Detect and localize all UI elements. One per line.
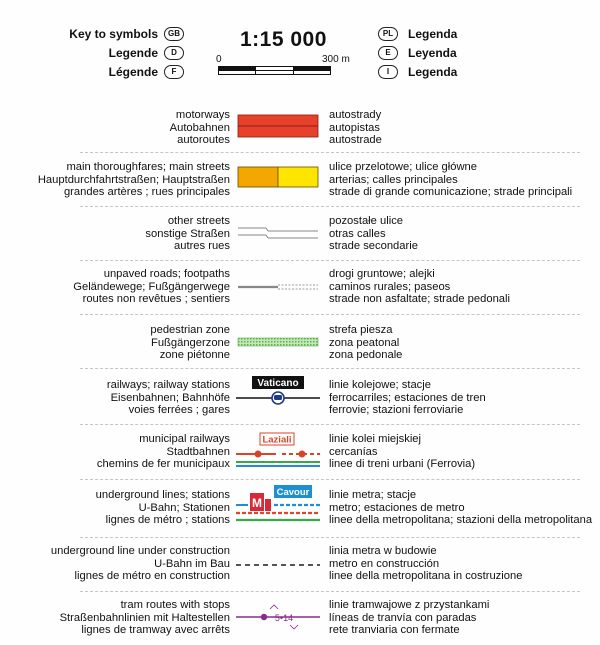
label-pl: linie tramwajowe z przystankami bbox=[329, 599, 490, 611]
label-fr: autoroutes bbox=[177, 134, 230, 147]
label-en: unpaved roads; footpaths bbox=[103, 268, 230, 280]
label-es: metro en construcción bbox=[329, 557, 440, 570]
scale-end-label: 300 m bbox=[322, 54, 350, 65]
header-right-label-pl: Legenda bbox=[408, 27, 458, 41]
tram-route-numbers: 5•14 bbox=[274, 613, 294, 623]
unpaved-road-symbol bbox=[238, 281, 318, 293]
label-pl: linie kolejowe; stacje bbox=[329, 379, 431, 391]
label-en: pedestrian zone bbox=[150, 324, 230, 336]
language-badge-gb: GB bbox=[164, 27, 184, 41]
railway-symbol bbox=[236, 376, 320, 410]
header-left-label-fr: Légende bbox=[108, 65, 158, 79]
label-it: strade secondarie bbox=[329, 240, 418, 253]
label-en: main thoroughfares; main streets bbox=[66, 161, 230, 173]
language-badge-f: F bbox=[164, 65, 184, 79]
label-en: underground lines; stations bbox=[95, 489, 230, 501]
label-es: caminos rurales; paseos bbox=[329, 280, 451, 293]
label-de: Autobahnen bbox=[169, 121, 230, 134]
underground-symbol bbox=[236, 485, 320, 525]
municipal-railways-labels-left bbox=[97, 433, 230, 471]
label-it: linee di treni urbani (Ferrovia) bbox=[329, 458, 476, 471]
section-divider bbox=[80, 479, 580, 480]
underground-station-label: Cavour bbox=[276, 487, 310, 498]
label-en: underground line under construction bbox=[50, 545, 230, 557]
scale-start-label: 0 bbox=[216, 54, 222, 65]
label-es: líneas de tranvía con paradas bbox=[329, 611, 477, 624]
section-divider bbox=[80, 152, 580, 153]
municipal-station-icon bbox=[255, 451, 262, 458]
header-right-label-it: Legenda bbox=[408, 65, 458, 79]
railways-labels-right bbox=[329, 379, 486, 417]
label-en: railways; railway stations bbox=[106, 379, 230, 391]
tram-stop-icon bbox=[261, 614, 267, 620]
main-street-symbol bbox=[238, 167, 318, 189]
pedestrian-zone-labels-right bbox=[329, 324, 402, 362]
label-de: sonstige Straßen bbox=[145, 227, 230, 240]
label-fr: grandes artères ; rues principales bbox=[63, 186, 230, 199]
section-divider bbox=[80, 314, 580, 315]
pedestrian-zone-symbol bbox=[238, 338, 318, 348]
label-pl: drogi gruntowe; alejki bbox=[329, 268, 435, 280]
label-es: autopistas bbox=[329, 121, 380, 134]
header-left-label-en: Key to symbols bbox=[69, 27, 158, 41]
label-fr: lignes de métro en construction bbox=[74, 570, 230, 583]
motorway-symbol bbox=[238, 115, 318, 141]
underground-construction-symbol bbox=[236, 561, 320, 569]
header-left-label-de: Legende bbox=[108, 46, 158, 60]
label-pl: strefa piesza bbox=[329, 324, 393, 336]
label-pl: linia metra w budowie bbox=[329, 545, 437, 557]
header-right-label-es: Leyenda bbox=[408, 46, 457, 60]
label-es: cercanías bbox=[329, 445, 378, 458]
label-de: Eisenbahnen; Bahnhöfe bbox=[110, 391, 230, 404]
label-es: otras calles bbox=[329, 227, 386, 240]
scale-bar bbox=[218, 66, 338, 78]
label-pl: pozostałe ulice bbox=[329, 215, 404, 227]
label-en: motorways bbox=[175, 109, 230, 121]
label-fr: routes non revêtues ; sentiers bbox=[82, 293, 230, 306]
label-it: rete tranviaria con fermate bbox=[329, 624, 460, 637]
other-streets-labels-left bbox=[145, 215, 230, 253]
underground-construction-labels-left bbox=[51, 545, 230, 583]
label-de: Geländewege; Fußgängerwege bbox=[73, 280, 230, 293]
section-divider bbox=[80, 368, 580, 369]
tram-routes-labels-left bbox=[60, 599, 230, 637]
municipal-railway-symbol bbox=[236, 433, 320, 469]
section-divider bbox=[80, 206, 580, 207]
label-de: Fußgängerzone bbox=[151, 336, 230, 349]
label-en: tram routes with stops bbox=[120, 599, 230, 611]
section-divider bbox=[80, 537, 580, 538]
label-es: ferrocarriles; estaciones de tren bbox=[329, 391, 486, 404]
label-de: Straßenbahnlinien mit Haltestellen bbox=[59, 611, 230, 624]
label-fr: voies ferrées ; gares bbox=[128, 404, 230, 417]
label-fr: autres rues bbox=[174, 240, 230, 253]
language-badge-d: D bbox=[164, 46, 184, 60]
label-it: autostrade bbox=[329, 134, 382, 147]
label-fr: chemins de fer municipaux bbox=[96, 458, 230, 471]
motorways-labels-left bbox=[170, 109, 230, 147]
map-scale-title: 1:15 000 bbox=[240, 28, 327, 51]
section-divider bbox=[80, 424, 580, 425]
tram-route-symbol bbox=[236, 602, 320, 632]
railway-station-label: Vaticano bbox=[257, 378, 299, 389]
other-street-symbol bbox=[238, 225, 318, 241]
underground-labels-left bbox=[96, 489, 230, 527]
label-es: metro; estaciones de metro bbox=[329, 501, 465, 514]
language-badge-e: E bbox=[378, 46, 398, 60]
label-it: linee della metropolitana in costruzione bbox=[329, 570, 523, 583]
label-it: ferrovie; stazioni ferroviarie bbox=[329, 404, 464, 417]
language-badge-pl: PL bbox=[378, 27, 398, 41]
label-en: municipal railways bbox=[139, 433, 230, 445]
unpaved-roads-labels-right bbox=[329, 268, 510, 306]
language-badge-i: I bbox=[378, 65, 398, 79]
underground-labels-right bbox=[329, 489, 592, 527]
metro-badge-letter: M bbox=[252, 496, 262, 510]
unpaved-roads-labels-left bbox=[73, 268, 230, 306]
section-divider bbox=[80, 591, 580, 592]
label-es: zona peatonal bbox=[329, 336, 400, 349]
municipal-railways-labels-right bbox=[329, 433, 475, 471]
pedestrian-zone-labels-left bbox=[150, 324, 230, 362]
municipal-station-label: Laziali bbox=[262, 434, 292, 446]
label-en: other streets bbox=[167, 215, 230, 227]
label-es: arterias; calles principales bbox=[329, 173, 458, 186]
label-it: linee della metropolitana; stazioni della metropolitana bbox=[329, 514, 593, 527]
main-streets-labels-right bbox=[329, 161, 572, 199]
label-de: U-Bahn im Bau bbox=[154, 557, 230, 570]
label-fr: zone piétonne bbox=[159, 349, 230, 362]
main-streets-labels-left bbox=[38, 161, 230, 199]
label-de: U-Bahn; Stationen bbox=[138, 501, 230, 514]
label-it: strade di grande comunicazione; strade principali bbox=[329, 186, 573, 199]
label-fr: lignes de tramway avec arrêts bbox=[81, 624, 230, 637]
tram-routes-labels-right bbox=[329, 599, 489, 637]
label-fr: lignes de métro ; stations bbox=[105, 514, 230, 527]
label-it: zona pedonale bbox=[329, 349, 403, 362]
label-pl: ulice przelotowe; ulice główne bbox=[329, 161, 478, 173]
label-pl: linie kolei miejskiej bbox=[329, 433, 422, 445]
label-de: Stadtbahnen bbox=[166, 445, 230, 458]
label-it: strade non asfaltate; strade pedonali bbox=[329, 293, 510, 306]
label-pl: autostrady bbox=[329, 109, 382, 121]
label-de: Hauptdurchfahrtstraßen; Hauptstraßen bbox=[37, 173, 230, 186]
label-pl: linie metra; stacje bbox=[329, 489, 417, 501]
motorways-labels-right bbox=[329, 109, 382, 147]
other-streets-labels-right bbox=[329, 215, 418, 253]
section-divider bbox=[80, 260, 580, 261]
railways-labels-left bbox=[107, 379, 230, 417]
underground-construction-labels-right bbox=[329, 545, 522, 583]
